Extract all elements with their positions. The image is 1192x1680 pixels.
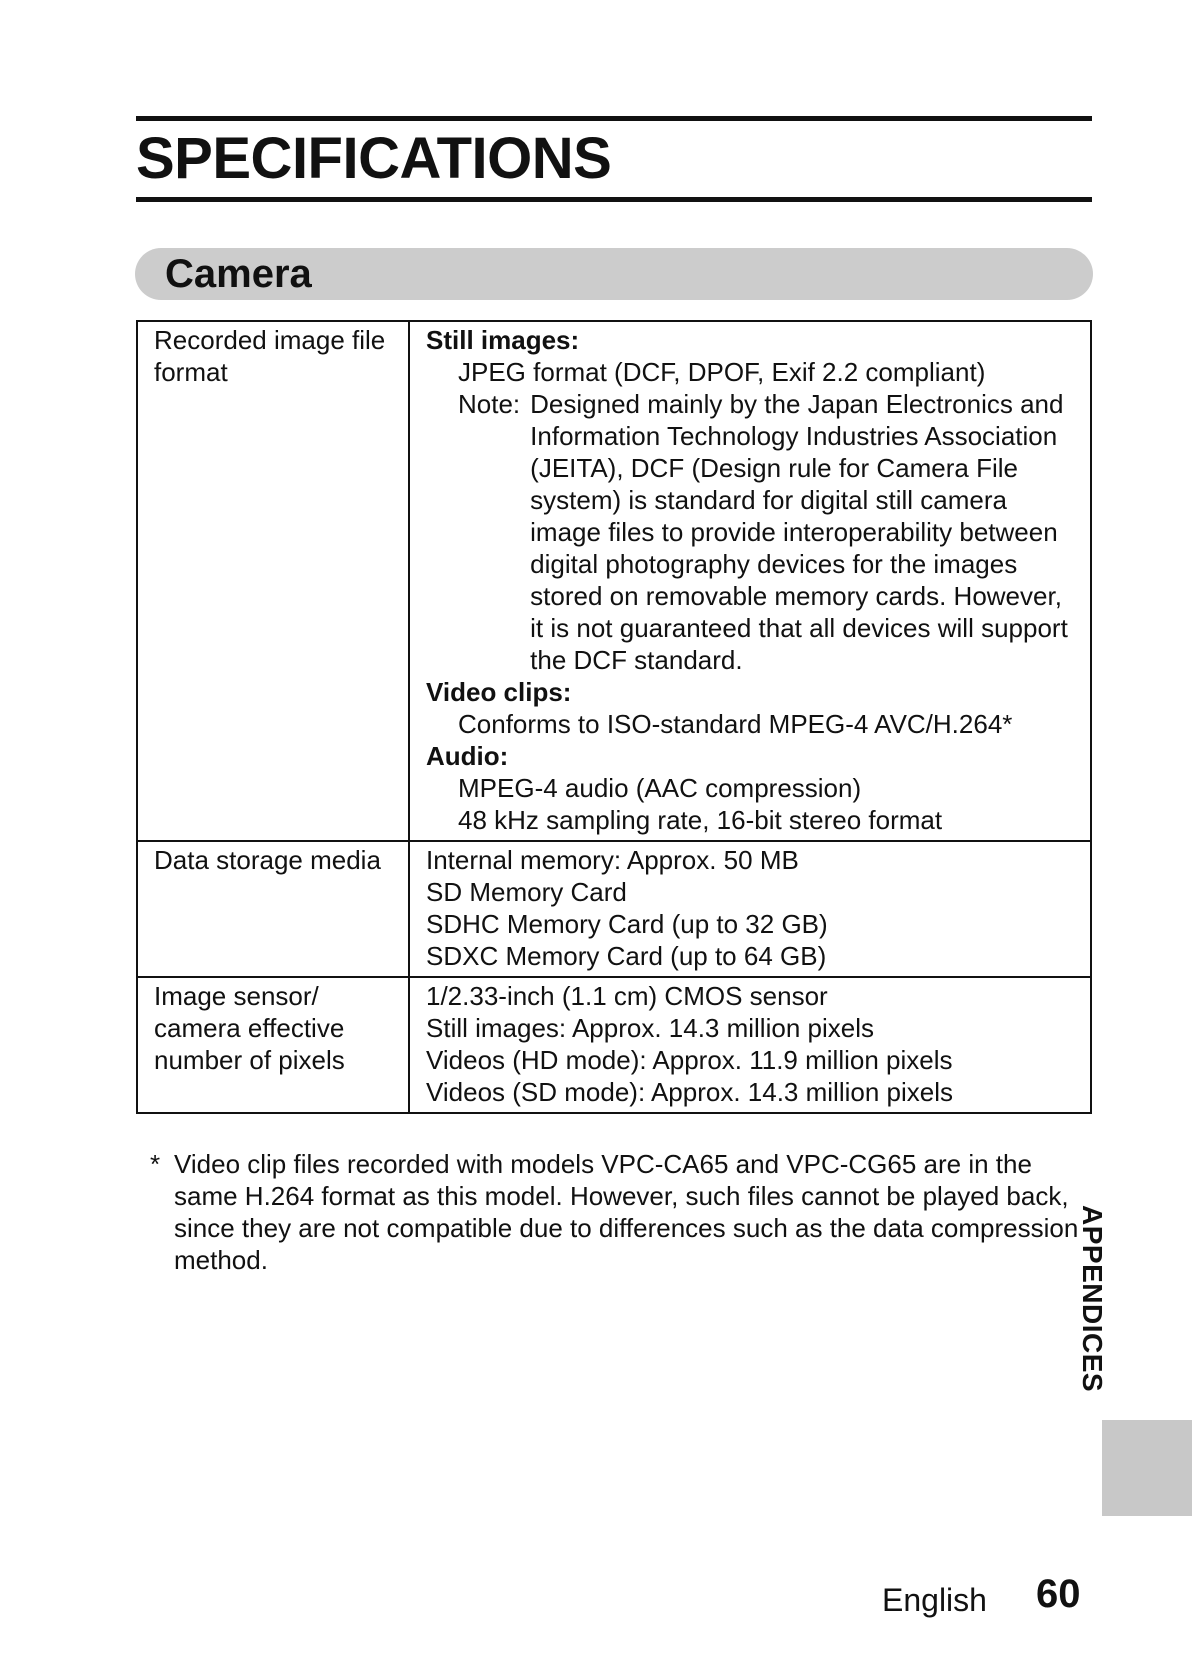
- side-tab-block: [1102, 1420, 1192, 1516]
- row-value: [409, 977, 1091, 1113]
- still-images-format: JPEG format (DCF, DPOF, Exif 2.2 compliant): [458, 357, 986, 387]
- sensor-line: Videos (SD mode): Approx. 14.3 million pixels: [426, 1077, 953, 1107]
- video-clips-heading: Video clips:: [426, 677, 572, 707]
- sensor-line: Still images: Approx. 14.3 million pixels: [426, 1013, 874, 1043]
- row-label: Image sensor/ camera effective number of pixels: [137, 977, 409, 1113]
- table-row: [137, 841, 1091, 977]
- storage-line: SD Memory Card: [426, 877, 627, 907]
- storage-line: SDXC Memory Card (up to 64 GB): [426, 941, 827, 971]
- footnote: [150, 1148, 1080, 1276]
- footnote-text: Video clip files recorded with models VPC-CA65 and VPC-CG65 are in the same H.264 format as this model. However, such files cannot be played back, since they are not compatible due to differences such as the data compression method.: [174, 1149, 1079, 1275]
- audio-heading: Audio:: [426, 741, 509, 771]
- row-value: [409, 321, 1091, 841]
- row-value: [409, 841, 1091, 977]
- note-block: [426, 388, 1076, 676]
- footer-language: English: [882, 1582, 987, 1618]
- video-clips-text: Conforms to ISO-standard MPEG-4 AVC/H.264*: [458, 709, 1013, 739]
- title-bottom-rule: [136, 197, 1092, 202]
- note-label: Note:: [458, 389, 521, 419]
- row-label: Recorded image file format: [137, 321, 409, 841]
- still-images-heading: Still images:: [426, 325, 580, 355]
- row-label: Data storage media: [137, 841, 409, 977]
- page-number: 60: [1036, 1572, 1081, 1616]
- storage-line: SDHC Memory Card (up to 32 GB): [426, 909, 828, 939]
- table-row: [137, 977, 1091, 1113]
- page-title: SPECIFICATIONS: [136, 126, 612, 191]
- title-top-rule: [136, 116, 1092, 121]
- spec-table: [136, 320, 1092, 1114]
- sensor-line: 1/2.33-inch (1.1 cm) CMOS sensor: [426, 981, 828, 1011]
- audio-line: 48 kHz sampling rate, 16-bit stereo format: [458, 805, 943, 835]
- section-title: Camera: [165, 252, 312, 296]
- audio-line: MPEG-4 audio (AAC compression): [458, 773, 862, 803]
- storage-line: Internal memory: Approx. 50 MB: [426, 845, 799, 875]
- sensor-line: Videos (HD mode): Approx. 11.9 million pixels: [426, 1045, 953, 1075]
- note-text: Designed mainly by the Japan Electronics and Information Technology Industries Association (JEITA), DCF (Design rule for Camera File system) is standard for digital still camera image files to provide interoperability between digital photography devices for the images stored on removable memory cards. However, it is not guaranteed that all devices will support the DCF standard.: [530, 389, 1068, 675]
- side-tab-label: APPENDICES: [1077, 1205, 1108, 1393]
- section-header-bar: [135, 248, 1093, 300]
- footnote-mark: *: [150, 1149, 161, 1179]
- table-row: [137, 321, 1091, 841]
